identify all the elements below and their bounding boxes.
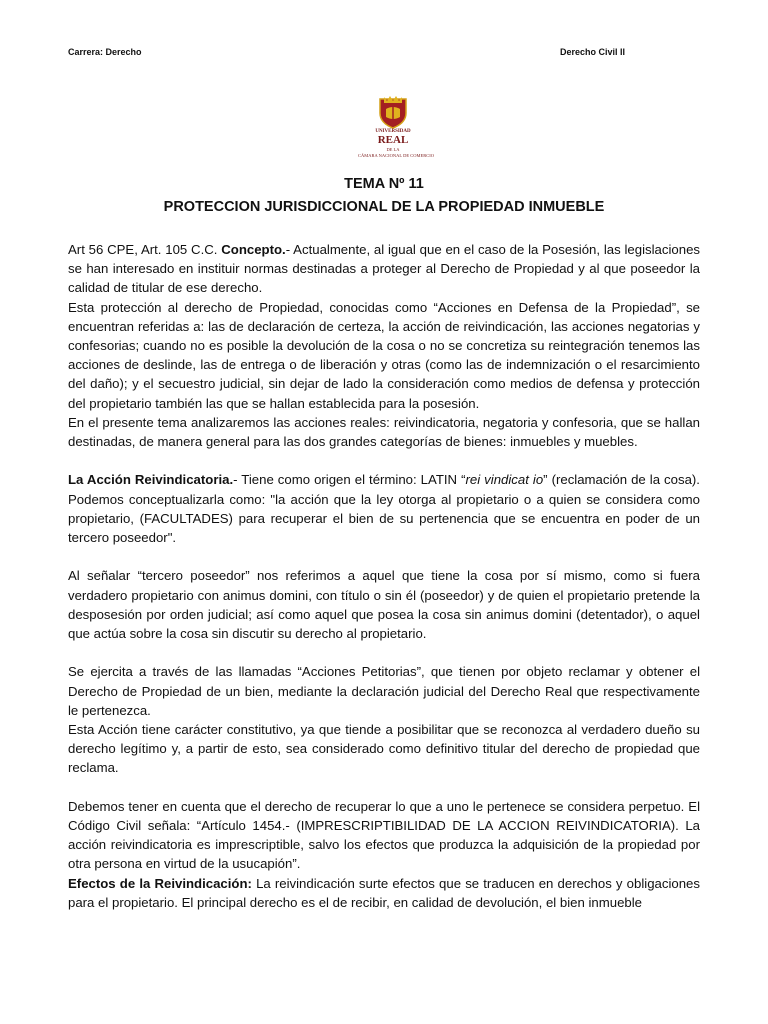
paragraph-codigo-civil: Debemos tener en cuenta que el derecho de recuperar lo que a uno le pertenece se considera perpetuo. El Código Civil señala: “Artículo 1454.- (IMPRESCRIPTIBILIDAD DE LA ACCION REIVINDICATORIA). La acción reivindicatoria es imprescriptible, salvo los efectos que produzca la adquisición de la propiedad por otra persona en virtud de la usucapión”. — [68, 798, 700, 872]
page-header — [68, 47, 700, 61]
paragraph-tercero-poseedor: Al señalar “tercero poseedor” nos referimos a aquel que tiene la cosa por sí mismo, como si fuera verdadero propietario con animus domini, con título o sin él (poseedor) y de quien el propietario pretende la desposesión por orden judicial; así como aquel que posea la cosa sin animus domini (detentador), o aquel que actúa sobre la cosa sin discutir su derecho al propietario. — [68, 568, 700, 642]
logo-text-camara: CÁMARA NACIONAL DE COMERCIO — [358, 153, 434, 158]
header-course: Derecho Civil II — [560, 47, 626, 57]
logo-text-universidad: UNIVERSIDAD — [375, 129, 411, 134]
concept-term: Concepto. — [221, 242, 286, 257]
reivindicatoria-text-b: ” (reclamación de la cosa). Podemos conceptualizarla como: "la acción que la ley otorga al propietario o a quien se considera como propietario, (FACULTADES) para recuperar el bien de su pertenencia que se encuentra en poder de un tercero poseedor". — [68, 472, 700, 546]
paragraph-efectos — [68, 874, 700, 912]
paragraph-caracter-constitutivo: Esta Acción tiene carácter constitutivo, ya que tiende a posibilitar que se reconozca al verdadero dueño su derecho legítimo y, a partir de esto, sea considerado como definitivo titular del derecho de propiedad que reclama. — [68, 722, 700, 776]
document-body — [68, 240, 700, 912]
university-crest-icon — [378, 95, 408, 129]
concept-text: - Actualmente, al igual que en el caso de la Posesión, las legislaciones se han interesado en instituir normas destinadas a proteger al Derecho de Propiedad y al que poseedor la calidad de titular de ese derecho. — [68, 242, 700, 296]
reivindicatoria-term: La Acción Reivindicatoria. — [68, 472, 234, 488]
paragraph-analysis: En el presente tema analizaremos las acciones reales: reivindicatoria, negatoria y confesoria, que se hallan destinadas, de manera general para las dos grandes categorías de bienes: inmuebles y muebles. — [68, 414, 700, 450]
paragraph-reivindicatoria — [68, 470, 700, 547]
logo-text-de-la: DE LA — [386, 147, 400, 152]
header-career: Carrera: Derecho — [68, 47, 142, 57]
topic-number: TEMA Nº 11 — [344, 176, 424, 192]
latin-term: rei vindicat io — [465, 472, 544, 488]
paragraph-acciones-petitorias: Se ejercita a través de las llamadas “Acciones Petitorias”, que tienen por objeto reclamar y obtener el Derecho de Propiedad de un bien, mediante la declaración judicial del Derecho Real que respectivamente le pertenezca. — [68, 664, 700, 718]
paragraph-protection: Esta protección al derecho de Propiedad, conocidas como “Acciones en Defensa de la Propiedad”, se encuentran referidas a: las de declaración de certeza, la acción de reivindicación, las acciones negatorias y confesorias; cuando no es posible la devolución de la cosa o no se concretiza su reintegración tenemos las acciones de deslinde, las de entrega o de liberación y otras (como las de indemnización o el resarcimiento del daño); y el secuestro judicial, sin dejar de lado la consideración como medios de defensa y protección del propietario también las que se hallan establecida para la posesión. — [68, 299, 700, 411]
article-reference: Art 56 CPE, Art. 105 C.C. — [68, 242, 222, 257]
reivindicatoria-text-a: - Tiene como origen el término: LATIN “ — [233, 472, 466, 488]
efectos-text: La reivindicación surte efectos que se traducen en derechos y obligaciones para el propietario. El principal derecho es el de recibir, en calidad de devolución, el bien inmueble — [68, 875, 700, 910]
university-logo — [358, 95, 434, 163]
logo-text-real: REAL — [377, 134, 409, 146]
page-title: PROTECCION JURISDICCIONAL DE LA PROPIEDAD INMUEBLE — [163, 199, 605, 215]
efectos-term: Efectos de la Reivindicación: — [68, 875, 252, 891]
paragraph-concept — [68, 240, 700, 298]
